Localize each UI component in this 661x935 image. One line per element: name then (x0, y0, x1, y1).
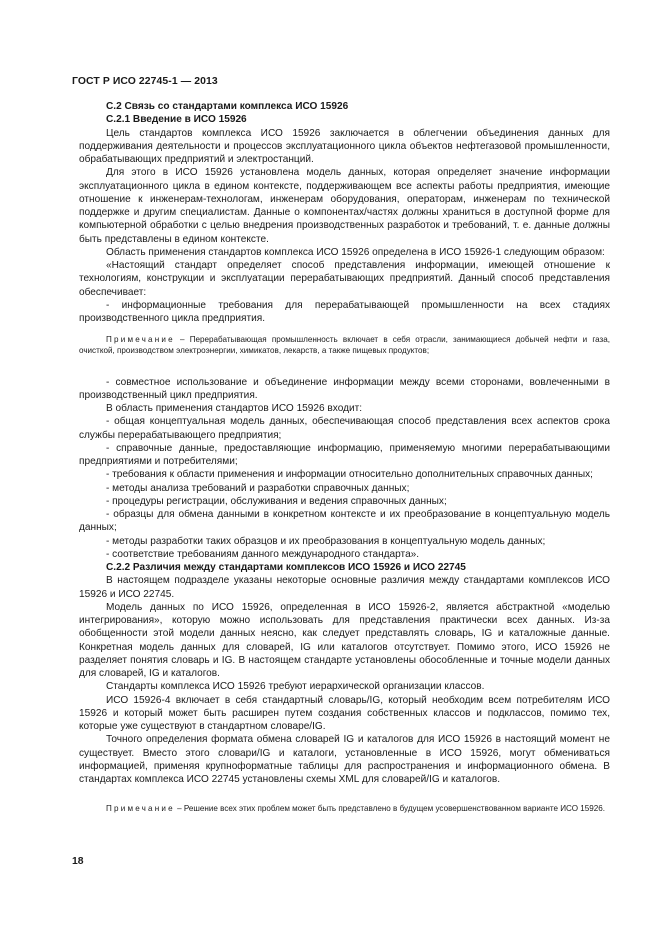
paragraph: Цель стандартов комплекса ИСО 15926 заключается в облегчении объединения данных для поддерживания деятельности и процессов эксплуатационного цикла объектов нефтегазовой промышленности, обрабатывающих предприятий и электростанций. (79, 127, 610, 165)
paragraph: Стандарты комплекса ИСО 15926 требуют иерархической организации классов. (106, 681, 485, 693)
list-item: - общая концептуальная модель данных, обеспечивающая способ представления всех аспектов срока службы перерабатывающего предприятия; (79, 416, 610, 441)
note-text: – Перерабатывающая промышленность включает в себя отрасли, занимающиеся добычей нефти и газа, очисткой, производством электроэнергии, химикатов, лекарств, а также пищевых продуктов; (79, 335, 610, 356)
list-item: - требования к области применения и информации относительно дополнительных справочных данных; (106, 469, 593, 481)
note-text: – Решение всех этих проблем может быть представлено в будущем усовершенствованном варианте ИСО 15926. (174, 804, 606, 814)
paragraph: Точного определения формата обмена словарей IG и каталогов для ИСО 15926 в настоящий момент не существует. Вместо этого словари/IG и каталоги, установленные в ИСО 15926, могут обмениваться информацией, применяя крупноформатные таблицы для распространения и информационного обмена. В стандартах комплекса ИСО 22745 установлены схемы XML для словарей/IG и каталогов. (79, 734, 610, 786)
page-number: 18 (72, 856, 84, 867)
list-item: - информационные требования для перерабатывающей промышленности на всех стадиях производственного цикла предприятия. (79, 299, 610, 324)
paragraph: В область применения стандартов ИСО 15926 входит: (106, 403, 363, 415)
note-label: Примечание (106, 804, 175, 814)
list-item: - справочные данные, предоставляющие информацию, применяемую многими перерабатывающими предприятиями и потребителями; (79, 442, 610, 468)
list-item: - соответствие требованиям данного международного стандарта». (106, 548, 420, 560)
list-item: - методы анализа требований и разработки справочных данных; (106, 482, 410, 494)
list-item: - образцы для обмена данными в конкретном контексте и их преобразование в концептуальную модель данных; (79, 509, 610, 534)
list-item: - процедуры регистрации, обслуживания и ведения справочных данных; (106, 495, 447, 507)
document-body (79, 100, 610, 815)
list-item: - методы разработки таких образцов и их преобразования в концептуальную модель данных; (106, 535, 546, 547)
paragraph: Модель данных по ИСО 15926, определенная в ИСО 15926-2, является абстрактной «моделью интегрирования», которую можно использовать для представления практически всех данных. Из-за обобщенности этой модели данных неясно, как следует представлять словарь, IG и каталожные данные. Конкретная модель данных для словарей, IG или каталогов отсутствует. Помимо этого, ИСО 15926 не разделяет понятия словарь и IG. В настоящем стандарте установлены обособленные и точные модели данных для словарей, IG и каталогов. (79, 601, 610, 680)
list-item: - совместное использование и объединение информации между всеми сторонами, вовлеченными в производственный цикл предприятия. (79, 376, 610, 401)
section-heading-c21: С.2.1 Введение в ИСО 15926 (106, 114, 247, 126)
section-heading-c22: С.2.2 Различия между стандартами комплексов ИСО 15926 и ИСО 22745 (106, 562, 466, 574)
paragraph: Для этого в ИСО 15926 установлена модель данных, которая определяет значение информации эксплуатационного цикла в едином контексте, поддерживающем все аспекты работы предприятия, имеющие отношение к инженерам-технологам, инженерам оборудования, операторам, инженерам по технической поддержке и другим специалистам. Данные о компонентах/частях должны храниться в доступной форме для компьютерной обработки с целью внедрения производственных разработок и требований, т. е. данные должны быть представлены в едином контексте. (79, 167, 610, 245)
section-heading-c2: С.2 Связь со стандартами комплекса ИСО 15926 (106, 101, 349, 112)
document-header: ГОСТ Р ИСО 22745-1 — 2013 (72, 76, 218, 87)
quote-paragraph: «Настоящий стандарт определяет способ представления информации, имеющей отношение к технологиям, конструкции и эксплуатации перерабатывающих предприятий. Данный способ представления обеспечивает: (79, 260, 610, 298)
paragraph: Область применения стандартов комплекса ИСО 15926 определена в ИСО 15926-1 следующим образом: (106, 246, 605, 258)
note (79, 803, 610, 814)
paragraph: ИСО 15926-4 включает в себя стандартный словарь/IG, который необходим всем потребителям ИСО 15926 и который может быть расширен путем создания собственных классов и подклассов, помимо тех, которые уже существуют в стандартном словаре/IG. (79, 694, 610, 733)
note-label: Примечание (106, 335, 175, 345)
note (79, 334, 610, 356)
paragraph: В настоящем подразделе указаны некоторые основные различия между стандартами комплексов ИСО 15926 и ИСО 22745. (79, 575, 610, 600)
